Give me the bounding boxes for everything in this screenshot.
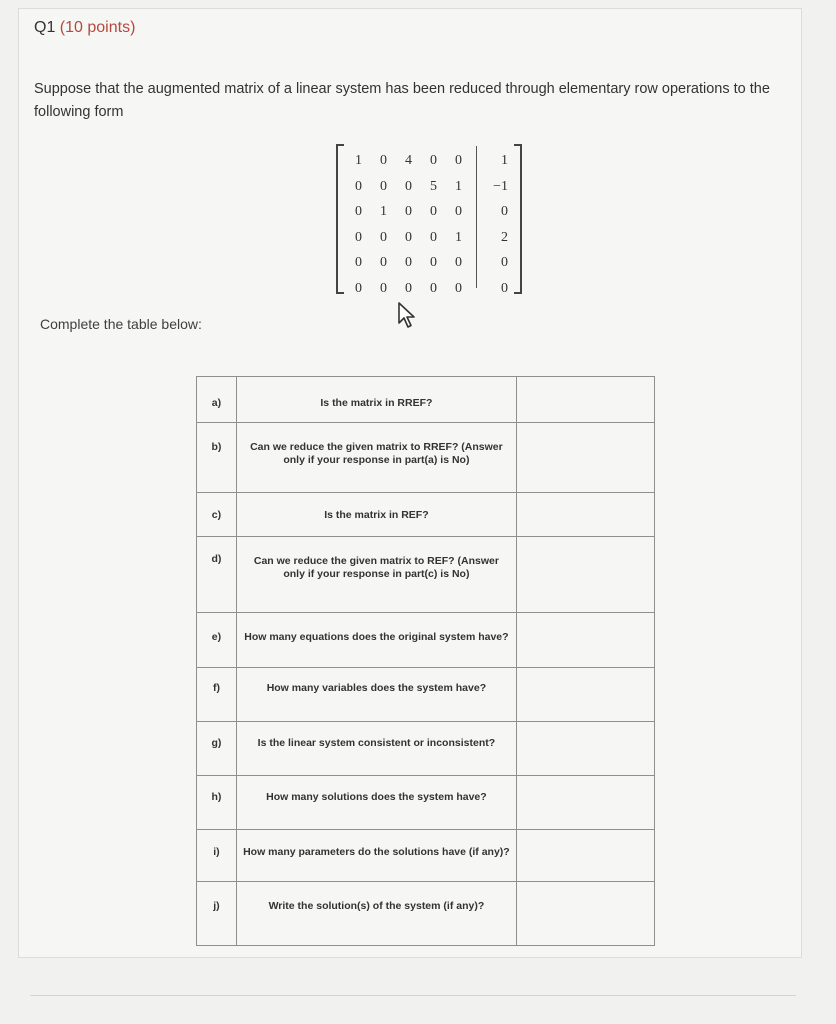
matrix-constant: 0 [501, 280, 508, 296]
answer-cell[interactable] [516, 830, 654, 882]
section-divider [30, 995, 796, 996]
augmented-matrix [336, 144, 522, 296]
matrix-entry: 0 [355, 255, 362, 270]
answer-cell[interactable] [516, 882, 654, 946]
answer-cell[interactable] [516, 722, 654, 776]
answer-cell[interactable] [516, 537, 654, 613]
answer-cell[interactable] [516, 776, 654, 830]
matrix-left-bracket [336, 144, 344, 294]
question-points: (10 points) [59, 19, 136, 36]
matrix-entry: 0 [380, 153, 387, 168]
table-row [197, 830, 655, 882]
row-label: g) [197, 722, 237, 776]
matrix-entry: 0 [380, 255, 387, 270]
answer-cell[interactable] [516, 613, 654, 668]
matrix-entry: 0 [355, 178, 362, 194]
row-label: f) [197, 668, 237, 722]
question-prompt: Suppose that the augmented matrix of a linear system has been reduced through elementary row operations to the following form [34, 81, 770, 120]
matrix-entry: 0 [380, 178, 387, 194]
matrix-entry: 0 [355, 229, 362, 245]
matrix-entry: 4 [405, 153, 412, 168]
matrix-constant: 2 [501, 229, 508, 245]
matrix-entry: 0 [405, 204, 412, 219]
answer-table [196, 376, 655, 946]
matrix-entry: 1 [455, 178, 462, 194]
matrix-constant: 1 [501, 153, 508, 168]
row-label: b) [197, 423, 237, 493]
coefficient-grid [346, 148, 471, 301]
row-question: How many variables does the system have? [236, 668, 516, 722]
table-row [197, 722, 655, 776]
row-label: a) [197, 377, 237, 423]
table-row [197, 668, 655, 722]
matrix-entry: 0 [405, 178, 412, 194]
row-question: How many solutions does the system have? [236, 776, 516, 830]
matrix-entry: 0 [355, 204, 362, 219]
question-title [34, 19, 135, 37]
matrix-constant: 0 [501, 204, 508, 219]
matrix-constant: −1 [493, 178, 508, 194]
answer-cell[interactable] [516, 493, 654, 537]
matrix-entry: 0 [405, 280, 412, 296]
row-question: Write the solution(s) of the system (if any)? [236, 882, 516, 946]
row-label: h) [197, 776, 237, 830]
matrix-entry: 0 [455, 280, 462, 296]
matrix-entry: 0 [380, 229, 387, 245]
matrix-entry: 1 [455, 229, 462, 245]
table-row [197, 377, 655, 423]
row-question: Can we reduce the given matrix to REF? (Answer only if your response in part(c) is No) [236, 537, 516, 613]
matrix-constant: 0 [501, 255, 508, 270]
answer-cell[interactable] [516, 377, 654, 423]
question-number: Q1 [34, 19, 56, 36]
matrix-entry: 0 [430, 229, 437, 245]
matrix-entry: 0 [430, 204, 437, 219]
answer-cell[interactable] [516, 423, 654, 493]
row-question: Is the matrix in RREF? [236, 377, 516, 423]
table-row [197, 613, 655, 668]
matrix-entry: 1 [355, 153, 362, 168]
table-row [197, 537, 655, 613]
row-label: j) [197, 882, 237, 946]
row-question: Can we reduce the given matrix to RREF? (Answer only if your response in part(a) is No) [236, 423, 516, 493]
matrix-entry: 0 [455, 255, 462, 270]
augmentation-line [476, 146, 477, 288]
row-label: c) [197, 493, 237, 537]
matrix-entry: 0 [430, 280, 437, 296]
mouse-pointer-icon [396, 301, 420, 331]
matrix-entry: 0 [455, 204, 462, 219]
matrix-entry: 1 [380, 204, 387, 219]
table-row [197, 776, 655, 830]
constants-column [482, 148, 516, 301]
matrix-entry: 0 [405, 229, 412, 245]
row-label: d) [197, 537, 237, 613]
matrix-entry: 0 [430, 255, 437, 270]
matrix-entry: 0 [455, 153, 462, 168]
row-question: How many equations does the original system have? [236, 613, 516, 668]
matrix-entry: 0 [355, 280, 362, 296]
row-label: i) [197, 830, 237, 882]
table-row [197, 423, 655, 493]
row-question: Is the linear system consistent or inconsistent? [236, 722, 516, 776]
answer-cell[interactable] [516, 668, 654, 722]
table-instruction: Complete the table below: [40, 316, 202, 332]
row-question: Is the matrix in REF? [236, 493, 516, 537]
matrix-entry: 0 [380, 280, 387, 296]
table-row [197, 882, 655, 946]
row-label: e) [197, 613, 237, 668]
matrix-entry: 0 [430, 153, 437, 168]
matrix-entry: 5 [430, 178, 437, 194]
matrix-entry: 0 [405, 255, 412, 270]
table-row [197, 493, 655, 537]
row-question: How many parameters do the solutions have (if any)? [236, 830, 516, 882]
